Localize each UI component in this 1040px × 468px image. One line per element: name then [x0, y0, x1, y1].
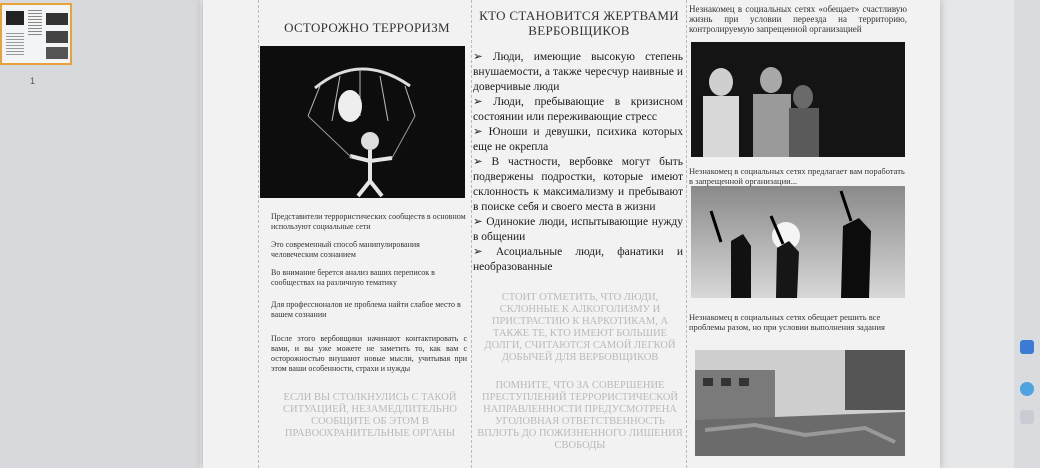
- col3-caption-3: Незнакомец в социальных сетях обещает решить все проблемы разом, но при условии выполнения задания: [689, 312, 885, 332]
- col1-para-4: Для профессионалов не проблема найти слабое место в вашем сознании: [271, 300, 461, 319]
- settings-icon[interactable]: [1020, 410, 1034, 424]
- col2-item-3: ➢ Юноши и девушки, психика которых еще не окрепла: [473, 126, 684, 153]
- right-toolbar: [1014, 0, 1040, 468]
- help-icon[interactable]: [1020, 382, 1034, 396]
- col2-item-6: ➢ Асоциальные люди, фанатики и необразованные: [473, 246, 684, 273]
- col3-caption-1: Незнакомец в социальных сетях «обещает» счастливую жизнь при условии переезда на территорию, контролируемую запрещенной организацией: [689, 4, 907, 34]
- col1-para-1: Представители террористических сообществ в основном используют социальные сети: [271, 212, 466, 231]
- puppet-image: [260, 46, 465, 198]
- slide-number: 1: [30, 76, 36, 86]
- photo-explosion-aftermath: [695, 350, 905, 456]
- slide-thumbnail-panel: [0, 0, 220, 468]
- col2-faded-note-1: СТОИТ ОТМЕТИТЬ, ЧТО ЛЮДИ, СКЛОННЫЕ К АЛКОГОЛИЗМУ И ПРИСТРАСТИЮ К НАРКОТИКАМ, А ТАКЖЕ ТЕ, КТО ИМЕЮТ БОЛЬШИЕ ДОЛГИ, СЧИТАЮТСЯ САМОЙ ЛЕГКОЙ ДОБЫЧЕЙ ДЛЯ ВЕРБОВЩИКОВ: [484, 292, 676, 363]
- photo-militants: [691, 186, 905, 298]
- col2-item-2: ➢ Люди, пребывающие в кризисном состоянии или переживающие стресс: [473, 96, 683, 123]
- slide-canvas[interactable]: [203, 0, 940, 468]
- col2-item-5: ➢ Одинокие люди, испытывающие нужду в общении: [473, 216, 683, 243]
- col1-para-3: Во внимание берется анализ ваших переписок в сообществах на различную тематику: [271, 268, 435, 287]
- col2-title: КТО СТАНОВИТСЯ ЖЕРТВАМИ ВЕРБОВЩИКОВ: [479, 8, 679, 38]
- col2-item-4: ➢ В частности, вербовке могут быть подвержены подростки, которые имеют склонность к максимализму и пребывают в поиске себя и своего места в жизни: [473, 156, 683, 213]
- col1-footer: ЕСЛИ ВЫ СТОЛКНУЛИСЬ С ТАКОЙ СИТУАЦИЕЙ, НЕЗАМЕДЛИТЕЛЬНО СООБЩИТЕ ОБ ЭТОМ В ПРАВООХРАНИТЕЛЬНЫЕ ОРГАНЫ: [282, 392, 457, 439]
- col1-title: ОСТОРОЖНО ТЕРРОРИЗМ: [284, 20, 450, 35]
- app-icon[interactable]: [1020, 340, 1034, 354]
- col3-caption-2: Незнакомец в социальных сетях предлагает вам поработать в запрещенной организации...: [689, 166, 905, 186]
- col2-list: [473, 50, 683, 275]
- photo-recruiters: [691, 42, 905, 157]
- col1-para-5: После этого вербовщики начинают контактировать с вами, и вы уже можете не заметить то, как вам с осторожностью внушают новые мысли, учитывая при этом ваши особенности, страхи и нужды: [271, 334, 467, 373]
- slide-thumbnail[interactable]: [0, 3, 72, 65]
- col2-item-1: ➢ Люди, имеющие высокую степень внушаемости, а также чересчур наивные и доверчивые люди: [473, 51, 683, 93]
- col1-para-2: Это современный способ манипулирования человеческим сознанием: [271, 240, 420, 259]
- col2-faded-note-2: ПОМНИТЕ, ЧТО ЗА СОВЕРШЕНИЕ ПРЕСТУПЛЕНИЙ ТЕРРОРИСТИЧЕСКОЙ НАПРАВЛЕННОСТИ ПРЕДУСМОТРЕНА УГОЛОВНАЯ ОТВЕТСТВЕННОСТЬ ВПЛОТЬ ДО ПОЖИЗНЕННОГО ЛИШЕНИЯ СВОБОДЫ: [477, 380, 683, 451]
